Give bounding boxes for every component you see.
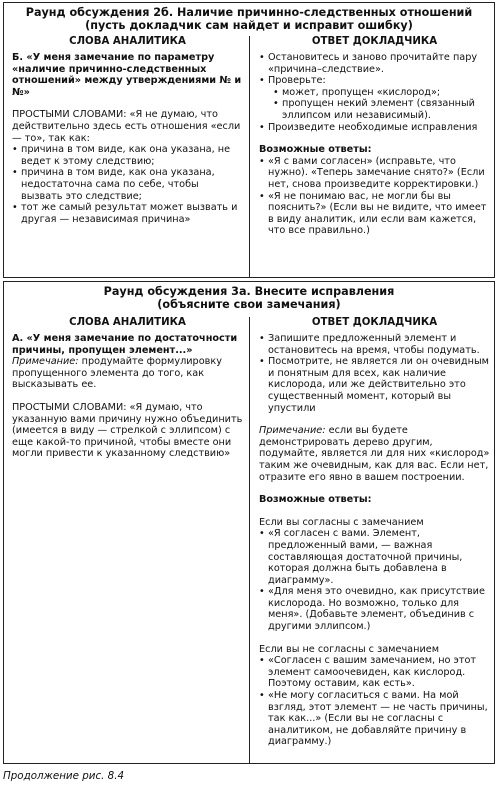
- round-2b-columns: [4, 36, 494, 277]
- round-3a-columns: [4, 317, 494, 763]
- list-item: • Произведите необходимые исправления: [259, 122, 490, 134]
- agree-answers: [259, 528, 490, 632]
- speaker-sub-bullets: [259, 87, 490, 122]
- list-item: • Проверьте:: [259, 75, 490, 87]
- round-2b-panel: [3, 2, 495, 278]
- list-item: • «Я согласен с вами. Элемент, предложенный вами, — важная составляющая достаточной причины, которая должна быть добавлена в диаграмму».: [259, 528, 490, 586]
- round-2b-analyst-column: [4, 36, 249, 277]
- note-label: Примечание:: [12, 356, 79, 368]
- list-item: • может, пропущен «кислород»;: [273, 87, 490, 99]
- analyst-plain-words: ПРОСТЫМИ СЛОВАМИ: «Я думаю, что указанную вами причину нужно объединить (имеется в виду — стрелкой с эллипсом) с еще какой-то причиной, чтобы вместе они могли привести к указанному следствию»: [12, 401, 243, 460]
- speaker-column-header: ОТВЕТ ДОКЛАДЧИКА: [311, 317, 438, 328]
- analyst-bullets: [12, 144, 243, 225]
- round-3a-title: Раунд обсуждения 3а. Внесите исправления (объясните свои замечания): [103, 285, 395, 311]
- list-item: • Остановитесь и заново прочитайте пару «причина–следствие».: [259, 52, 490, 75]
- speaker-note: Примечание: если вы будете демонстрировать дерево другим, подумайте, является ли для них «кислород» таким же очевидным, как для вас. Если нет, отразите его явно в вашем построении.: [259, 425, 490, 483]
- analyst-column-header: СЛОВА АНАЛИТИКА: [69, 317, 186, 328]
- list-item: • тот же самый результат может вызвать и другая — независимая причина»: [12, 202, 243, 225]
- round-3a-panel: [3, 281, 495, 764]
- analyst-lead: А. «У меня замечание по достаточности причины, пропущен элемент...»: [12, 333, 238, 356]
- round-3a-speaker-column: [249, 317, 494, 763]
- list-item: • «Я не понимаю вас, не могли бы вы пояснить?» (Если вы не видите, что имеет в виду аналитик, или если вам кажется, что все правильно.): [259, 191, 490, 237]
- round-2b-speaker-column: [249, 36, 494, 277]
- list-item: • «Не могу согласиться с вами. На мой взгляд, этот элемент — не часть причины, так как...» (Если вы не согласны с аналитиком, не добавляйте причину в диаграмму.): [259, 690, 490, 748]
- analyst-plain-words: ПРОСТЫМИ СЛОВАМИ: «Я не думаю, что действительно здесь есть отношения «если — то», так как:: [12, 109, 241, 144]
- list-item: • пропущен некий элемент (связанный эллипсом или независимый).: [273, 98, 490, 121]
- disagree-answers: [259, 655, 490, 748]
- list-item: • «Я с вами согласен» (исправьте, что нужно). «Теперь замечание снято?» (Если нет, снова произведите корректировки.): [259, 156, 490, 191]
- list-item: • Посмотрите, не является ли он очевидным и понятным для всех, как наличие кислорода, или же действительно это существенный момент, который вы упустили: [259, 356, 490, 414]
- figure-caption: Продолжение рис. 8.4: [3, 770, 125, 782]
- analyst-note: Примечание: продумайте формулировку пропущенного элемента до того, как высказывать ее.: [12, 356, 222, 391]
- column-divider: [249, 36, 250, 277]
- round-2b-title: Раунд обсуждения 2б. Наличие причинно-следственных отношений (пусть докладчик сам найдет и исправит ошибку): [25, 6, 473, 32]
- list-item: • Запишите предложенный элемент и остановитесь на время, чтобы подумать.: [259, 333, 490, 356]
- agree-heading: Если вы согласны с замечанием: [259, 516, 424, 528]
- column-divider: [249, 317, 250, 763]
- analyst-lead: Б. «У меня замечание по параметру «наличие причинно-следственных отношений» между утверждениями № и №»: [12, 52, 242, 98]
- note-label: Примечание:: [259, 425, 326, 437]
- list-item: • «Для меня это очевидно, как присутствие кислорода. Но возможно, только для меня». (Добавьте элемент, объединив с другими эллипсом.): [259, 586, 490, 632]
- disagree-heading: Если вы не согласны с замечанием: [259, 643, 440, 655]
- possible-answers: [259, 156, 490, 237]
- possible-answers-heading: Возможные ответы:: [259, 144, 372, 156]
- speaker-bullets: [259, 52, 490, 87]
- round-3a-analyst-column: [4, 317, 249, 763]
- speaker-column-header: ОТВЕТ ДОКЛАДЧИКА: [311, 36, 438, 47]
- list-item: • «Согласен с вашим замечанием, но этот элемент самоочевиден, как кислород. Поэтому оставим, как есть».: [259, 655, 490, 690]
- analyst-column-header: СЛОВА АНАЛИТИКА: [69, 36, 186, 47]
- possible-answers-heading: Возможные ответы:: [259, 494, 372, 506]
- list-item: • причина в том виде, как она указана, недостаточна сама по себе, чтобы вызвать это следствие;: [12, 167, 243, 202]
- list-item: • причина в том виде, как она указана, не ведет к этому следствию;: [12, 144, 243, 167]
- speaker-bullets: [259, 333, 490, 414]
